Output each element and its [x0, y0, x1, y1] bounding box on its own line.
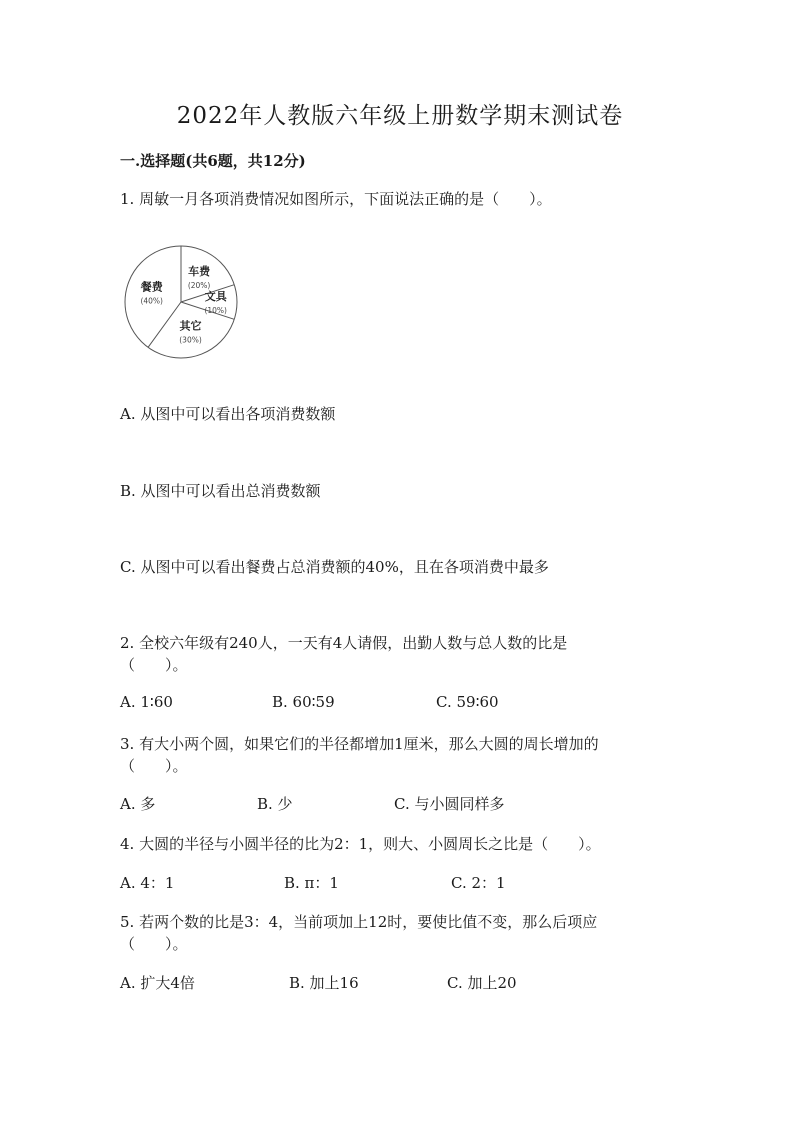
question-2-option-c: C. 59∶60: [436, 693, 499, 711]
question-5-stem: 5. 若两个数的比是3：4，当前项加上12时，要使比值不变，那么后项应: [120, 913, 598, 931]
pie-label-0: 餐费: [140, 280, 163, 294]
question-4-option-c: C. 2：1: [451, 874, 506, 892]
question-5-option-a: A. 扩大4倍: [120, 974, 195, 992]
question-2-stem: 2. 全校六年级有240人，一天有4人请假，出勤人数与总人数的比是: [120, 634, 568, 652]
pie-chart: [120, 244, 244, 362]
pie-percent-3: (30%): [179, 335, 202, 345]
pie-label-1: 车费: [188, 265, 211, 279]
pie-label-2: 文具: [204, 290, 227, 303]
page-title: 2022年人教版六年级上册数学期末测试卷: [176, 103, 624, 129]
question-1-option-a: A. 从图中可以看出各项消费数额: [120, 405, 336, 423]
question-3-option-c: C. 与小圆同样多: [394, 795, 505, 813]
question-1-option-c: C. 从图中可以看出餐费占总消费额的40%，且在各项消费中最多: [120, 558, 549, 576]
question-1-stem: 1. 周敏一月各项消费情况如图所示，下面说法正确的是（ ）。: [120, 190, 552, 208]
section-heading: 一.选择题(共6题，共12分): [120, 152, 306, 170]
question-2-stem-cont: （ ）。: [120, 656, 188, 674]
question-4-stem: 4. 大圆的半径与小圆半径的比为2：1，则大、小圆周长之比是（ ）。: [120, 835, 601, 853]
question-5-option-c: C. 加上20: [447, 974, 517, 992]
question-2-option-a: A. 1∶60: [120, 693, 173, 711]
pie-label-3: 其它: [179, 319, 202, 333]
question-5-option-b: B. 加上16: [289, 974, 359, 992]
question-3-option-b: B. 少: [257, 795, 293, 813]
question-4-option-b: B. π：1: [284, 874, 339, 892]
pie-percent-1: (20%): [187, 281, 211, 291]
question-2-option-b: B. 60∶59: [272, 693, 335, 711]
question-5-stem-cont: （ ）。: [120, 935, 188, 953]
pie-percent-0: (40%): [140, 296, 163, 306]
question-3-option-a: A. 多: [120, 795, 156, 813]
question-1-option-b: B. 从图中可以看出总消费数额: [120, 482, 321, 500]
question-4-option-a: A. 4：1: [120, 874, 175, 892]
question-3-stem-cont: （ ）。: [120, 757, 188, 775]
pie-percent-2: (10%): [204, 306, 227, 315]
question-3-stem: 3. 有大小两个圆，如果它们的半径都增加1厘米，那么大圆的周长增加的: [120, 735, 599, 753]
